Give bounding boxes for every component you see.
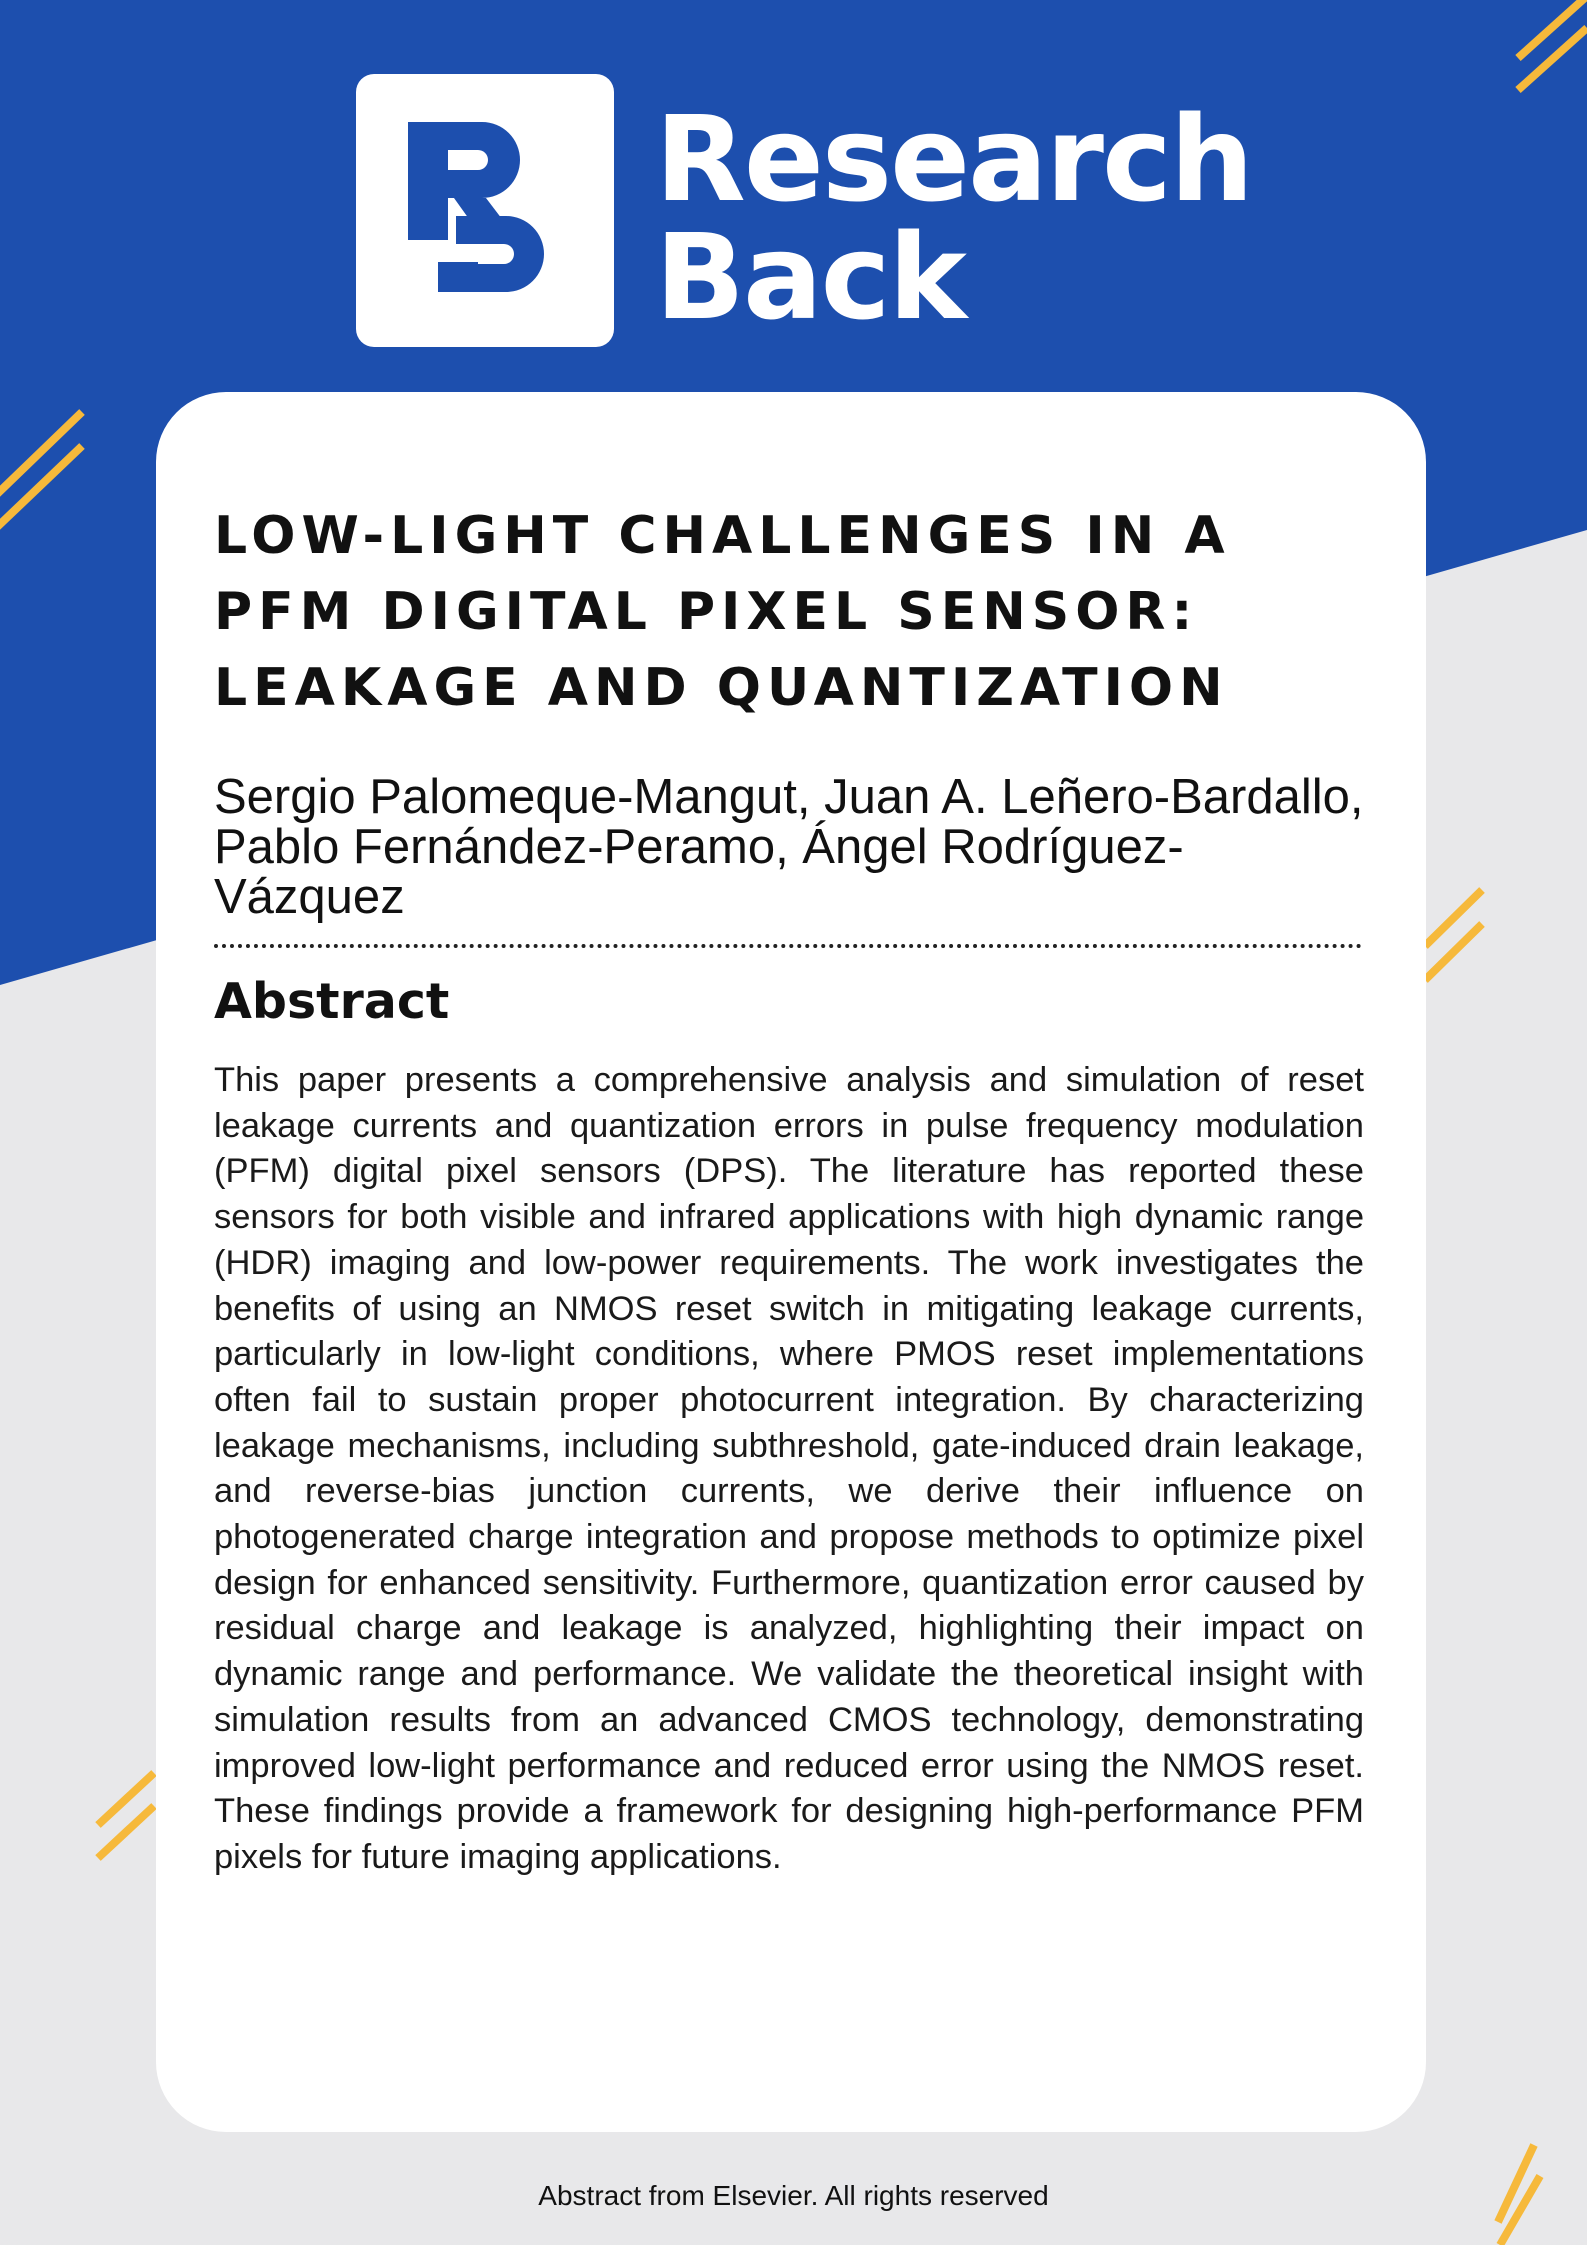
brand-line-research: Research [655, 90, 1252, 228]
rb-monogram-icon [356, 74, 614, 347]
paper-title: LOW-LIGHT CHALLENGES IN A PFM DIGITAL PIXEL SENSOR: LEAKAGE AND QUANTIZATION [214, 506, 1231, 718]
dotted-divider [214, 944, 1362, 948]
copyright-footer: Abstract from Elsevier. All rights reserved [538, 2180, 1049, 2211]
brand-name [655, 90, 1252, 346]
accent-stripes-left-lower [98, 1773, 154, 1858]
brand-line-back: Back [655, 208, 965, 346]
abstract-heading: Abstract [214, 973, 450, 1030]
abstract-text: This paper presents a comprehensive analysis and simulation of reset leakage currents and quantization errors in pulse frequency modulation (PFM) digital pixel sensors (DPS). The literature has reported these sensors for both visible and infrared applications with high dynamic range (HDR) imaging and low-power requirements. The work investigates the benefits of using an NMOS reset switch in mitigating leakage currents, particularly in low-light conditions, where PMOS reset implementations often fail to sustain proper photocurrent integration. By characterizing leakage mechanisms, including subthreshold, gate-induced drain leakage, and reverse-bias junction currents, we derive their influence on photogenerated charge integration and propose methods to optimize pixel design for enhanced sensitivity. Furthermore, quantization error caused by residual charge and leakage is analyzed, highlighting their impact on dynamic range and performance. We validate the theoretical insight with simulation results from an advanced CMOS technology, demonstrating improved low-light performance and reduced error using the NMOS reset. These findings provide a framework for designing high-performance PFM pixels for future imaging applications. [214, 1061, 1364, 1876]
accent-stripes-right-middle [1425, 890, 1482, 980]
paper-authors: Sergio Palomeque-Mangut, Juan A. Leñero-Bardallo, Pablo Fernández-Peramo, Ángel Rodríguez-Vázquez [214, 770, 1364, 924]
research-back-logo [356, 74, 614, 347]
